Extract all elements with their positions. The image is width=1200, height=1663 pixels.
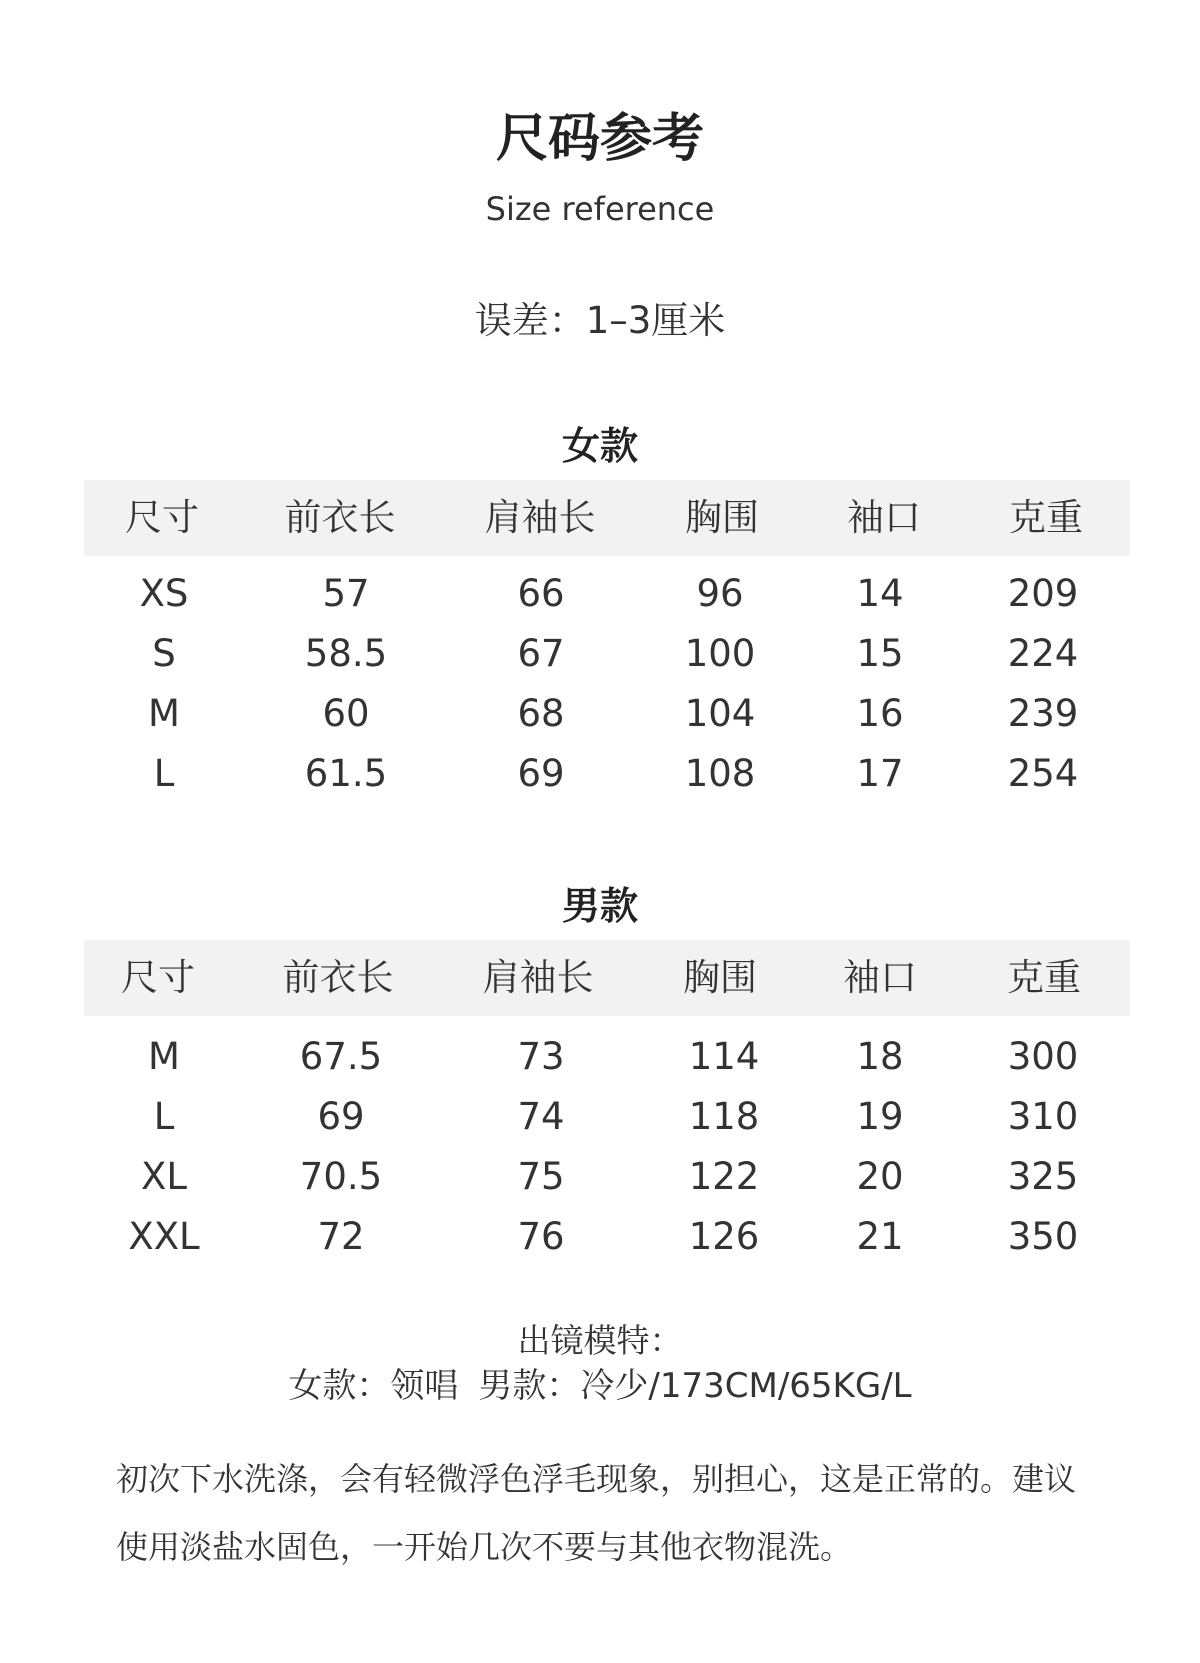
table-cell: 325 — [1007, 1155, 1079, 1198]
table-cell: 20 — [856, 1155, 904, 1198]
table-cell: 100 — [684, 632, 756, 675]
model-men: 男款：冷少/173CM/65KG/L — [478, 1366, 912, 1406]
table-cell: 118 — [688, 1095, 760, 1138]
table-cell: 108 — [684, 752, 756, 795]
table-cell: 15 — [856, 632, 904, 675]
table-cell: 21 — [856, 1215, 904, 1258]
table-cell: 104 — [684, 692, 756, 735]
table-cell: 96 — [696, 572, 744, 615]
men-header-weight: 克重 — [1007, 956, 1081, 999]
table-cell: 310 — [1007, 1095, 1079, 1138]
men-header-cuff: 袖口 — [843, 956, 917, 999]
table-cell: 61.5 — [304, 752, 388, 795]
table-cell: 14 — [856, 572, 904, 615]
men-section-title: 男款 — [561, 884, 638, 928]
women-header-size: 尺寸 — [125, 496, 199, 539]
model-women: 女款：领唱 — [288, 1366, 459, 1406]
table-cell: 69 — [317, 1095, 365, 1138]
women-header-front-length: 前衣长 — [284, 496, 396, 539]
tolerance-note: 误差：1–3厘米 — [474, 299, 726, 342]
table-cell: 57 — [322, 572, 370, 615]
men-table-header — [84, 940, 1130, 1016]
page-subtitle: Size reference — [485, 190, 715, 228]
men-header-chest: 胸围 — [683, 956, 757, 999]
table-cell: 70.5 — [299, 1155, 383, 1198]
table-cell: 300 — [1007, 1035, 1079, 1078]
women-header-cuff: 袖口 — [847, 496, 921, 539]
men-header-size: 尺寸 — [121, 956, 195, 999]
table-cell: 239 — [1007, 692, 1079, 735]
table-cell: 72 — [317, 1215, 365, 1258]
table-row — [0, 572, 1200, 616]
table-cell: L — [153, 1095, 175, 1138]
table-row — [0, 1155, 1200, 1199]
table-cell: 114 — [688, 1035, 760, 1078]
table-cell: S — [152, 632, 176, 675]
table-cell: XL — [141, 1155, 187, 1198]
men-header-sleeve-length: 肩袖长 — [482, 956, 594, 999]
table-cell: 69 — [517, 752, 565, 795]
page-title: 尺码参考 — [495, 109, 704, 169]
table-cell: M — [148, 1035, 180, 1078]
table-cell: 58.5 — [304, 632, 388, 675]
washing-note: 初次下水洗涤，会有轻微浮色浮毛现象，别担心，这是正常的。建议使用淡盐水固色，一开始几次不要与其他衣物混洗。 — [116, 1460, 1077, 1566]
table-cell: 76 — [517, 1215, 565, 1258]
table-cell: 126 — [688, 1215, 760, 1258]
table-row — [0, 1035, 1200, 1079]
table-cell: 67 — [517, 632, 565, 675]
table-cell: 224 — [1007, 632, 1079, 675]
table-cell: XS — [139, 572, 189, 615]
table-cell: 122 — [688, 1155, 760, 1198]
table-cell: 60 — [322, 692, 370, 735]
women-header-chest: 胸围 — [685, 496, 759, 539]
table-cell: 68 — [517, 692, 565, 735]
table-cell: XXL — [128, 1215, 200, 1258]
women-header-sleeve-length: 肩袖长 — [484, 496, 596, 539]
table-cell: 73 — [517, 1035, 565, 1078]
table-cell: 75 — [517, 1155, 565, 1198]
women-table-header — [84, 480, 1130, 556]
table-cell: M — [148, 692, 180, 735]
table-cell: 19 — [856, 1095, 904, 1138]
model-label: 出镜模特： — [517, 1321, 683, 1360]
women-header-weight: 克重 — [1009, 496, 1083, 539]
model-info — [0, 1358, 1200, 1407]
table-row — [0, 752, 1200, 796]
table-cell: 18 — [856, 1035, 904, 1078]
table-cell: 350 — [1007, 1215, 1079, 1258]
table-cell: 17 — [856, 752, 904, 795]
table-row — [0, 1215, 1200, 1259]
table-cell: 67.5 — [299, 1035, 383, 1078]
table-cell: L — [153, 752, 175, 795]
table-row — [0, 692, 1200, 736]
table-cell: 254 — [1007, 752, 1079, 795]
table-cell: 16 — [856, 692, 904, 735]
table-cell: 209 — [1007, 572, 1079, 615]
women-section-title: 女款 — [561, 424, 638, 468]
table-cell: 66 — [517, 572, 565, 615]
table-row — [0, 1095, 1200, 1139]
table-cell: 74 — [517, 1095, 565, 1138]
men-header-front-length: 前衣长 — [282, 956, 394, 999]
table-row — [0, 632, 1200, 676]
